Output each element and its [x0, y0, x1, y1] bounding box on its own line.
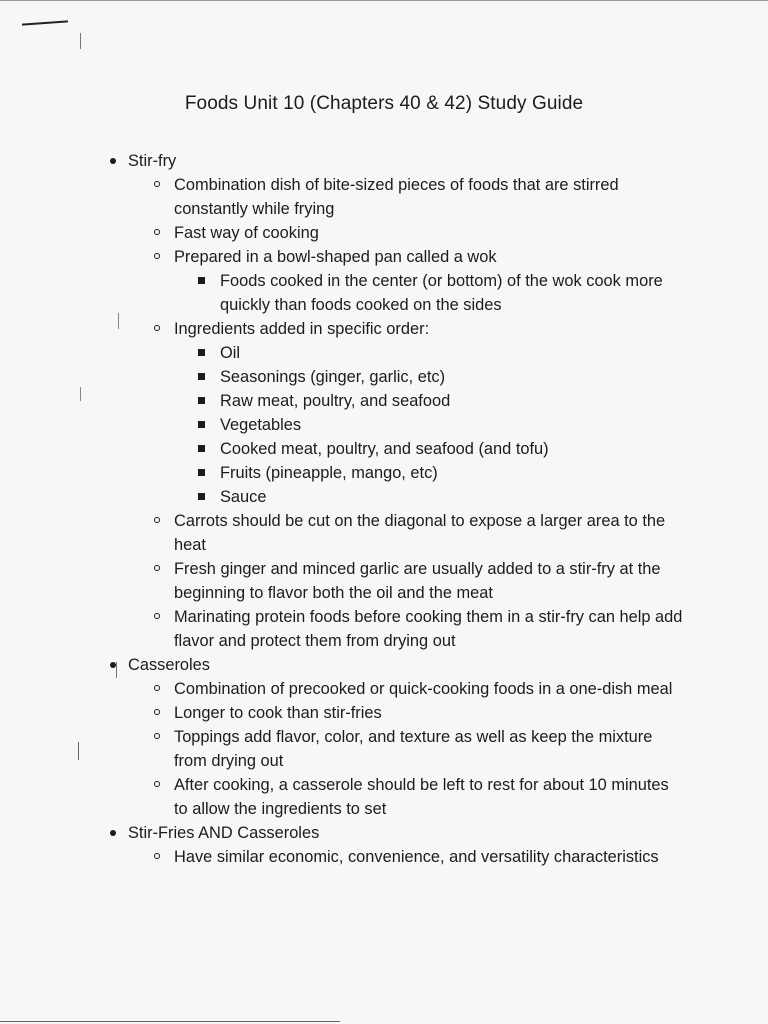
list-item: After cooking, a casserole should be left to rest for about 10 minutes to allow the ingredients to set — [174, 773, 684, 821]
list-item: Combination of precooked or quick-cooking foods in a one-dish meal — [174, 677, 684, 701]
section-heading-casseroles: Casseroles — [128, 653, 688, 677]
list-item: Carrots should be cut on the diagonal to expose a larger area to the heat — [174, 509, 684, 557]
list-item: Prepared in a bowl-shaped pan called a wok — [174, 245, 684, 269]
list-item: Fast way of cooking — [174, 221, 684, 245]
sub-list-item: Fruits (pineapple, mango, etc) — [220, 461, 690, 485]
list-item: Marinating protein foods before cooking them in a stir-fry can help add flavor and protect them from drying out — [174, 605, 684, 653]
list-item: Fresh ginger and minced garlic are usually added to a stir-fry at the beginning to flavor both the oil and the meat — [174, 557, 684, 605]
list-item: Ingredients added in specific order: — [174, 317, 684, 341]
scan-mark-top-left — [22, 20, 68, 25]
sub-list-item: Sauce — [220, 485, 690, 509]
sub-list-item: Seasonings (ginger, garlic, etc) — [220, 365, 690, 389]
section-heading-stir-fry: Stir-fry — [128, 149, 688, 173]
list-item: Have similar economic, convenience, and versatility characteristics — [174, 845, 684, 869]
list-item: Combination dish of bite-sized pieces of foods that are stirred constantly while frying — [174, 173, 684, 221]
section-heading-stir-fries-and-casseroles: Stir-Fries AND Casseroles — [128, 821, 688, 845]
scan-edge-bottom — [0, 1021, 340, 1022]
sub-list-item: Foods cooked in the center (or bottom) of the wok cook more quickly than foods cooked on the sides — [220, 269, 690, 317]
scan-edge-top — [0, 0, 768, 1]
list-item: Toppings add flavor, color, and texture as well as keep the mixture from drying out — [174, 725, 684, 773]
sub-list-item: Raw meat, poultry, and seafood — [220, 389, 690, 413]
scan-mark — [80, 33, 81, 49]
list-item: Longer to cook than stir-fries — [174, 701, 684, 725]
study-guide-outline — [0, 149, 768, 869]
document-title: Foods Unit 10 (Chapters 40 & 42) Study Guide — [184, 93, 584, 114]
sub-list-item: Cooked meat, poultry, and seafood (and tofu) — [220, 437, 690, 461]
sub-list-item: Oil — [220, 341, 690, 365]
sub-list-item: Vegetables — [220, 413, 690, 437]
